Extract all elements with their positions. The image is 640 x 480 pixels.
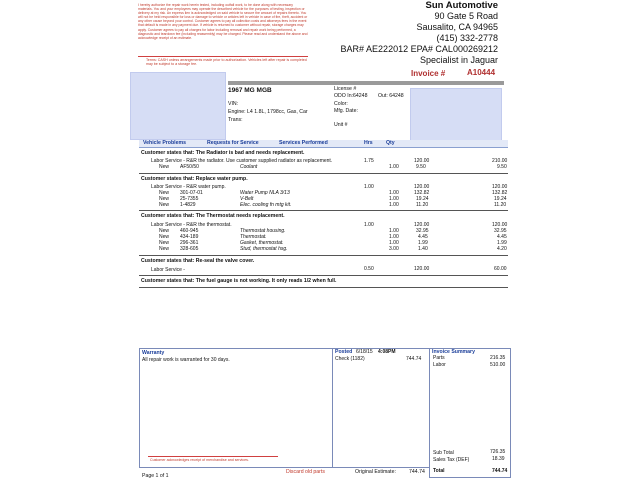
- receipt-signature-line: [148, 456, 278, 457]
- part-price: 1.99: [418, 240, 428, 246]
- posted-time: 4:08PM: [378, 349, 396, 355]
- concern-title: Customer states that: Re-seal the valve cover.: [141, 258, 255, 264]
- part-price: 11.20: [416, 202, 429, 208]
- receipt-text: Customer acknowledges receipt of merchandise and services.: [150, 458, 249, 462]
- part-desc: V-Belt: [240, 196, 254, 202]
- labor-total: 210.00: [492, 158, 508, 164]
- part-desc: Gasket, thermostat.: [240, 240, 284, 246]
- labor-line: Labor Service - R&R water pump.: [151, 184, 226, 190]
- concern-title: Customer states that: The Thermostat needs replacement.: [141, 213, 285, 219]
- part-number: 434-189: [180, 234, 199, 240]
- part-qty: 1.00: [389, 202, 399, 208]
- labor-hrs: 0.50: [364, 266, 374, 272]
- labor-hrs: 1.75: [364, 158, 374, 164]
- part-desc: Coolant: [240, 164, 258, 170]
- part-qty: 1.00: [389, 164, 399, 170]
- part-desc: Elec. cooling fn mtg kit.: [240, 202, 292, 208]
- part-number: 460-945: [180, 228, 199, 234]
- odo-in: ODO In:64248: [334, 93, 368, 99]
- part-status: New: [159, 196, 170, 202]
- labor-total: 120.00: [492, 222, 508, 228]
- labor-amount: 120.00: [414, 184, 430, 190]
- part-number: 328-605: [180, 246, 199, 252]
- part-total: 132.82: [492, 190, 508, 196]
- page-number: Page 1 of 1: [142, 473, 169, 479]
- part-price: 32.95: [416, 228, 429, 234]
- labor-amount: 120.00: [414, 222, 430, 228]
- engine-info: Engine: L4 1.8L, 1798cc, Gas, Car: [228, 109, 308, 115]
- estimate-amount: 744.74: [409, 469, 425, 475]
- part-price: 19.24: [416, 196, 429, 202]
- mfg-date-label: Mfg. Date:: [334, 108, 358, 114]
- company-phone: (415) 332-2778: [436, 33, 498, 43]
- warranty-text: All repair work is warranted for 30 days.: [142, 357, 230, 363]
- parts-label: Parts: [433, 355, 445, 361]
- part-total: 19.24: [494, 196, 507, 202]
- separator: [139, 287, 508, 288]
- unit-label: Unit #: [334, 122, 348, 128]
- labor-hrs: 1.00: [364, 222, 374, 228]
- part-status: New: [159, 202, 170, 208]
- parts-amount: 216.35: [490, 355, 506, 361]
- labor-line: Labor Service - R&R the radiator. Use customer supplied radiator as replacement.: [151, 158, 333, 164]
- authorization-text: I hereby authorize the repair work herein tested, including outfall work, to be done along with necessary materials. You and your employees may operate the described vehicle for the purposes of testing, inspection or delivery at my risk. An express lien is acknowledged on said vehicle to secure the amount of repairs thereto. You will not be held responsible for loss or damage to vehicle or articles left in vehicle in case of fire, theft, accident or any other cause beyond your control. Customer agrees to pay all collection costs and attorneys fees in the event that default is made in any payment due. If vehicle is returned to customer without repair, storage charges may apply. Customer agrees to pay all charges for labor including removal and repair work being performed, a diagnostic and teardown fee (including reassembly) may be charged. Please read and understand the above and acknowledge receipt of an estimate.: [138, 3, 308, 40]
- separator: [139, 173, 508, 174]
- concern-title: Customer states that: The Radiator is bad and needs replacement.: [141, 150, 305, 156]
- part-status: New: [159, 234, 170, 240]
- part-total: 32.95: [494, 228, 507, 234]
- part-status: New: [159, 240, 170, 246]
- total-label: Total: [433, 468, 445, 474]
- part-number: 301-07-01: [180, 190, 203, 196]
- part-qty: 3.00: [389, 246, 399, 252]
- company-specialty: Specialist in Jaguar: [419, 55, 498, 65]
- tax-amount: 18.39: [492, 456, 505, 462]
- part-qty: 1.00: [389, 240, 399, 246]
- part-total: 4.20: [497, 246, 507, 252]
- col-qty: Qty: [386, 140, 395, 146]
- part-price: 132.82: [414, 190, 430, 196]
- check-label: Check (1182): [335, 356, 365, 362]
- summary-label: Invoice Summary: [432, 349, 475, 355]
- estimate-label: Original Estimate:: [355, 469, 396, 475]
- part-desc: Stud, thermostat hsg.: [240, 246, 288, 252]
- part-desc: Thermostat.: [240, 234, 267, 240]
- part-qty: 1.00: [389, 196, 399, 202]
- col-hrs: Hrs: [364, 140, 373, 146]
- labor-total: 60.00: [494, 266, 507, 272]
- part-price: 4.45: [418, 234, 428, 240]
- trans-label: Trans:: [228, 117, 243, 123]
- part-total: 4.45: [497, 234, 507, 240]
- part-number: AF50/50: [180, 164, 199, 170]
- company-address-2: Sausalito, CA 94965: [416, 22, 498, 32]
- separator: [139, 275, 508, 276]
- discard-old-parts: Discard old parts: [286, 469, 325, 475]
- part-total: 11.20: [494, 202, 507, 208]
- total-amount: 744.74: [492, 468, 508, 474]
- posted-label: Posted: [335, 349, 353, 355]
- part-desc: Water Pump NLA 3/13: [240, 190, 290, 196]
- signature-line: [138, 56, 308, 57]
- part-status: New: [159, 228, 170, 234]
- redacted-date: [410, 88, 502, 144]
- part-qty: 1.00: [389, 228, 399, 234]
- part-qty: 1.00: [389, 190, 399, 196]
- part-qty: 1.00: [389, 234, 399, 240]
- company-address-1: 90 Gate 5 Road: [434, 11, 498, 21]
- invoice-number: A10444: [467, 68, 496, 77]
- payment-box: [332, 348, 430, 468]
- part-price: 1.40: [418, 246, 428, 252]
- separator: [139, 255, 508, 256]
- labor-hrs: 1.00: [364, 184, 374, 190]
- vehicle-title: 1967 MG MGB: [228, 87, 272, 94]
- separator: [139, 210, 508, 211]
- col-services: Services Performed: [279, 140, 328, 146]
- part-status: New: [159, 164, 170, 170]
- part-total: 9.50: [497, 164, 507, 170]
- warranty-box: [139, 348, 333, 468]
- concern-title: Customer states that: Replace water pump.: [141, 176, 248, 182]
- labor-total: 120.00: [492, 184, 508, 190]
- part-number: 296-361: [180, 240, 199, 246]
- part-desc: Thermostat housing.: [240, 228, 286, 234]
- part-status: New: [159, 246, 170, 252]
- header-band: [228, 81, 504, 85]
- part-number: 25-7355: [180, 196, 199, 202]
- labor-summary-amount: 510.00: [490, 362, 506, 368]
- col-requests: Requests for Service: [207, 140, 259, 146]
- labor-line: Labor Service - R&R the thermostat.: [151, 222, 232, 228]
- company-bar: BAR# AE222012 EPA# CAL000269212: [340, 44, 498, 54]
- table-header: [139, 140, 508, 148]
- col-vehicle-problems: Vehicle Problems: [143, 140, 186, 146]
- part-status: New: [159, 190, 170, 196]
- labor-summary-label: Labor: [433, 362, 446, 368]
- terms-text: Terms: CASH unless arrangements made prior to authorization. Vehicles left after repair is completed may be subject to a storage fee.: [146, 58, 307, 67]
- license-label: License #: [334, 86, 357, 92]
- check-amount: 744.74: [406, 356, 422, 362]
- part-number: 1-4829: [180, 202, 196, 208]
- concern-title: Customer states that: The fuel gauge is not working. It only reads 1/2 when full.: [141, 278, 337, 284]
- labor-amount: 120.00: [414, 158, 430, 164]
- odo-out: Out: 64248: [378, 93, 404, 99]
- redacted-customer: [130, 72, 226, 140]
- company-block: [341, 0, 498, 66]
- labor-line: Labor Service -: [151, 267, 185, 273]
- company-name: Sun Automotive: [425, 0, 498, 11]
- part-total: 1.99: [497, 240, 507, 246]
- warranty-label: Warranty: [142, 350, 165, 356]
- subtotal-amount: 726.35: [490, 449, 506, 455]
- tax-label: Sales Tax (DEF): [433, 457, 470, 463]
- subtotal-label: Sub Total: [433, 450, 454, 456]
- labor-amount: 120.00: [414, 266, 430, 272]
- part-price: 9.50: [416, 164, 426, 170]
- posted-date: 6/18/15: [356, 349, 373, 355]
- invoice-label: Invoice #: [411, 69, 446, 78]
- color-label: Color:: [334, 101, 348, 107]
- vin-label: VIN:: [228, 101, 239, 107]
